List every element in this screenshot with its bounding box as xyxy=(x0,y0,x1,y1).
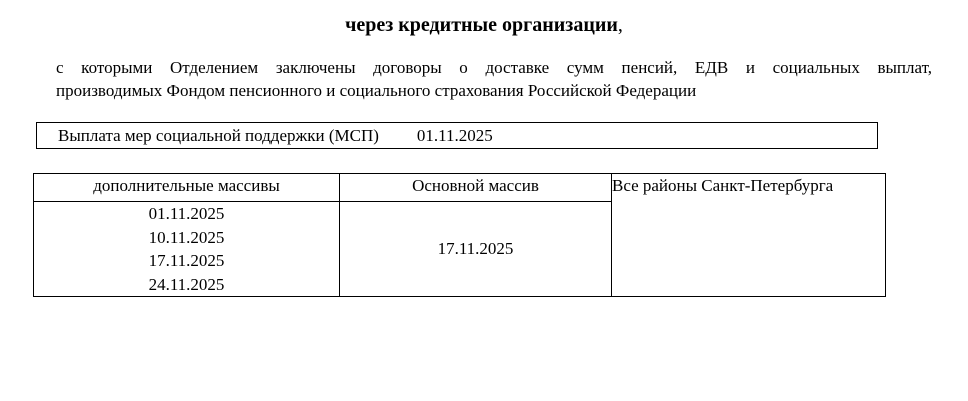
title-bold-text: через кредитные организации xyxy=(345,14,618,36)
extra-date-3: 17.11.2025 xyxy=(148,251,225,270)
msp-date: 01.11.2025 xyxy=(416,126,493,145)
main-date-cell: 17.11.2025 xyxy=(340,202,612,297)
region-cell: Все районы Санкт-Петербурга xyxy=(612,174,886,297)
intro-line-1: с которыми Отделением заключены договоры о доставке сумм пенсий, ЕДВ и социальных выплат, xyxy=(56,58,932,77)
msp-label: Выплата мер социальной поддержки (МСП) xyxy=(58,126,379,145)
document-title xyxy=(0,12,968,38)
msp-payment-box xyxy=(36,122,878,149)
extra-dates-cell xyxy=(34,202,340,297)
intro-line-2: производимых Фондом пенсионного и социального страхования Российской Федерации xyxy=(56,81,697,100)
extra-date-1: 01.11.2025 xyxy=(148,204,225,223)
schedule-table xyxy=(33,173,886,297)
extra-date-4: 24.11.2025 xyxy=(148,274,225,294)
title-comma: , xyxy=(617,14,623,36)
table-header-row xyxy=(34,174,886,202)
header-main-array: Основной массив xyxy=(340,174,612,202)
intro-paragraph xyxy=(56,56,932,102)
extra-date-2: 10.11.2025 xyxy=(148,227,225,247)
header-extra-arrays: дополнительные массивы xyxy=(34,174,340,202)
